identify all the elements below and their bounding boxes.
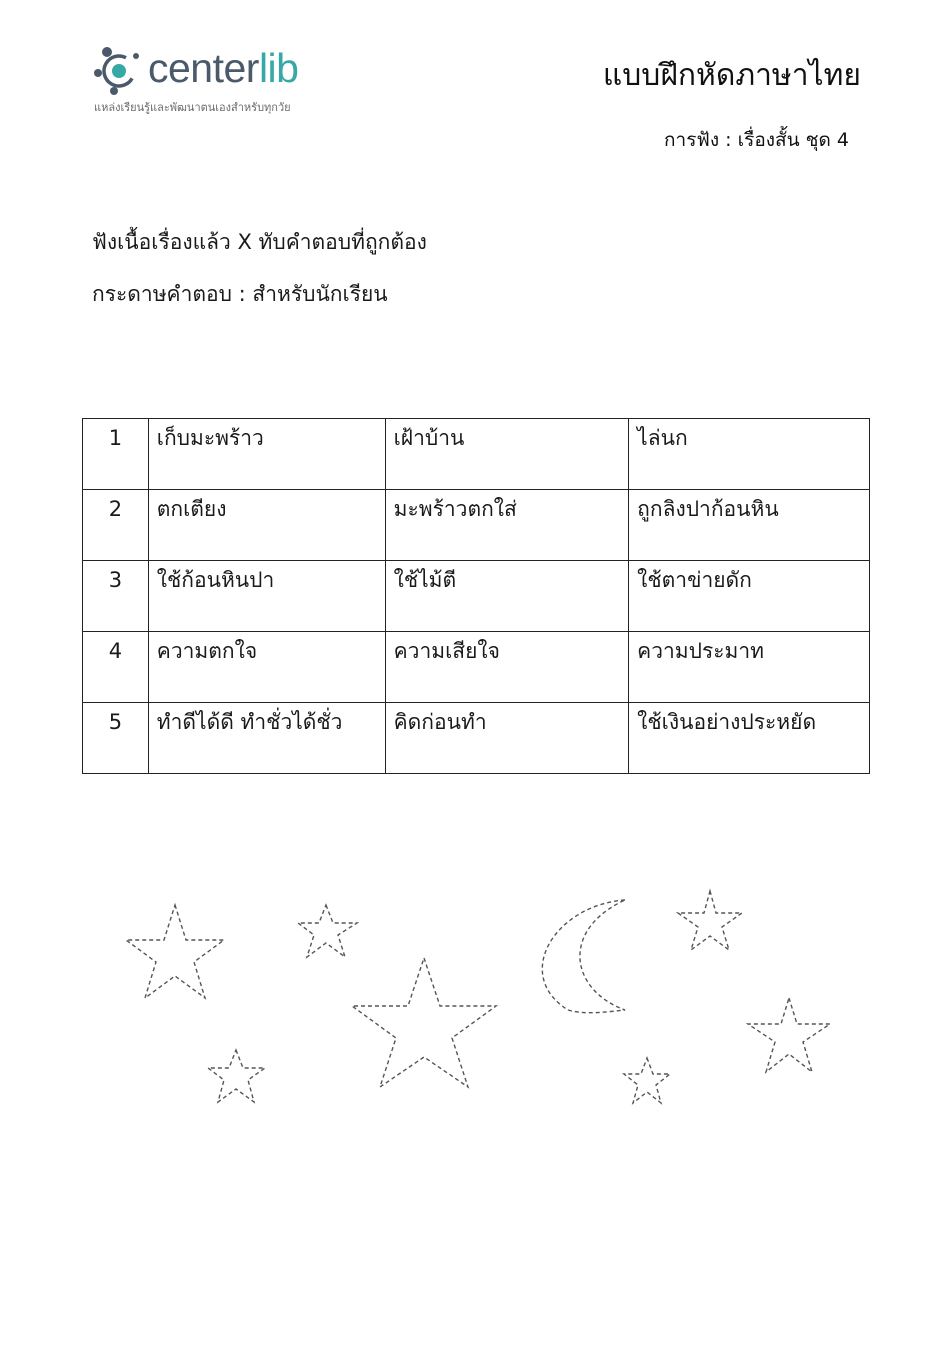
star-icon <box>298 905 357 957</box>
star-icon <box>126 905 224 998</box>
table-row <box>83 703 870 774</box>
answer-option[interactable]: เฝ้าบ้าน <box>385 419 629 490</box>
answer-option[interactable]: ใช้เงินอย่างประหยัด <box>629 703 870 774</box>
answer-sheet-label: กระดาษคำตอบ : สำหรับนักเรียน <box>92 282 388 306</box>
star-icon <box>748 998 830 1072</box>
answer-option[interactable]: ความตกใจ <box>148 632 385 703</box>
answer-option[interactable]: ใช้ตาข่ายดัก <box>629 561 870 632</box>
molecule-logo-icon <box>92 42 146 96</box>
answer-option[interactable]: มะพร้าวตกใส่ <box>385 490 629 561</box>
star-icon <box>208 1050 265 1102</box>
answer-option[interactable]: ใช้ก้อนหินปา <box>148 561 385 632</box>
moon-icon <box>542 900 625 1013</box>
logo-wordmark: centerlib <box>148 45 299 91</box>
table-row <box>83 490 870 561</box>
instruction-text: ฟังเนื้อเรื่องแล้ว X ทับคำตอบที่ถูกต้อง <box>92 230 427 254</box>
answer-option[interactable]: ตกเตียง <box>148 490 385 561</box>
star-icon <box>624 1058 670 1103</box>
question-number: 2 <box>83 490 149 561</box>
logo-tagline: แหล่งเรียนรู้และพัฒนาตนเองสำหรับทุกวัย <box>94 101 291 114</box>
question-number: 1 <box>83 419 149 490</box>
answer-option[interactable]: เก็บมะพร้าว <box>148 419 385 490</box>
tracing-decoration <box>0 870 951 1130</box>
answer-option[interactable]: ความประมาท <box>629 632 870 703</box>
star-icon <box>678 891 742 950</box>
table-row <box>83 632 870 703</box>
page-subtitle: การฟัง : เรื่องสั้น ชุด 4 <box>664 129 849 151</box>
answer-option[interactable]: ถูกลิงปาก้อนหิน <box>629 490 870 561</box>
question-number: 3 <box>83 561 149 632</box>
star-icon <box>352 958 496 1087</box>
table-row <box>83 561 870 632</box>
answer-option[interactable]: คิดก่อนทำ <box>385 703 629 774</box>
centerlib-logo <box>92 40 352 120</box>
question-number: 4 <box>83 632 149 703</box>
answer-option[interactable]: ไล่นก <box>629 419 870 490</box>
answer-option[interactable]: ทำดีได้ดี ทำชั่วได้ชั่ว <box>148 703 385 774</box>
question-number: 5 <box>83 703 149 774</box>
page-title: แบบฝึกหัดภาษาไทย <box>602 58 861 93</box>
answer-option[interactable]: ความเสียใจ <box>385 632 629 703</box>
answer-table <box>82 418 870 774</box>
table-row <box>83 419 870 490</box>
answer-option[interactable]: ใช้ไม้ตี <box>385 561 629 632</box>
